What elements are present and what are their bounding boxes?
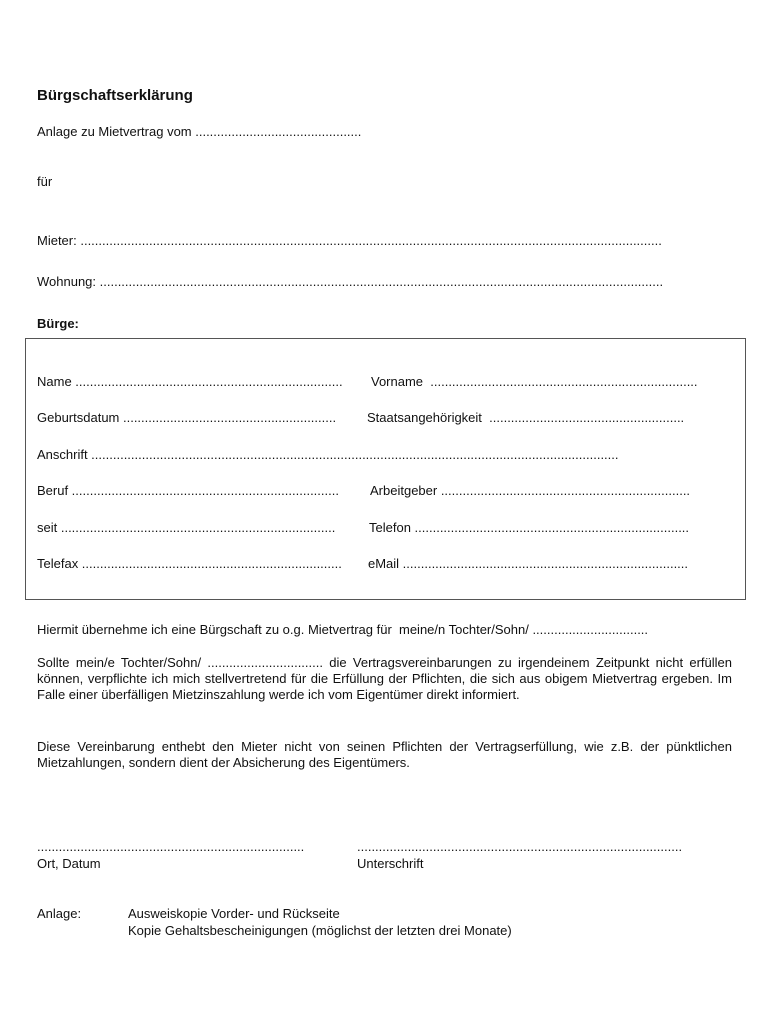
geburtsdatum-field: Geburtsdatum ...........................................................	[37, 410, 337, 425]
ort-datum-label: Ort, Datum	[37, 856, 101, 871]
statement-line: Hiermit übernehme ich eine Bürgschaft zu o.g. Mietvertrag für meine/n Tochter/Sohn/ ................................	[37, 622, 649, 637]
mietvertrag-date-line: Anlage zu Mietvertrag vom ..............................................	[37, 124, 362, 139]
document-title: Bürgschaftserklärung	[37, 87, 193, 104]
mieter-field: Mieter: .................................................................................................................................................................	[37, 233, 662, 248]
attachment-item: Ausweiskopie Vorder- und Rückseite	[128, 906, 340, 921]
beruf-field: Beruf ..........................................................................	[37, 483, 339, 498]
email-field: eMail ...............................................................................	[368, 556, 689, 571]
staatsangehoerigkeit-field: Staatsangehörigkeit ......................................................	[367, 410, 685, 425]
telefax-field: Telefax ........................................................................	[37, 556, 342, 571]
seit-field: seit ............................................................................	[37, 520, 336, 535]
obligation-paragraph: Sollte mein/e Tochter/Sohn/ ................................ die Vertragsvereinbarungen zu irgendeinem Zeitpunkt nicht erfüllen können, verpflichte ich mich stellvertretend für die Erfüllung der Pflichten, die sich aus obigem Mietvertrag ergeben. Im Falle einer überfälligen Mietzinszahlung werde ich vom Eigentümer direkt informiert.	[37, 655, 732, 702]
anschrift-field: Anschrift ..................................................................................................................................................	[37, 447, 619, 462]
signature-line: ..........................................................................................	[357, 839, 683, 854]
wohnung-field: Wohnung: ............................................................................................................................................................	[37, 274, 664, 289]
fuer-label: für	[37, 174, 53, 189]
attachment-item: Kopie Gehaltsbescheinigungen (möglichst der letzten drei Monate)	[128, 923, 512, 938]
anlage-label: Anlage:	[37, 906, 82, 921]
buerge-heading: Bürge:	[37, 316, 79, 331]
agreement-paragraph: Diese Vereinbarung enthebt den Mieter nicht von seinen Pflichten der Vertragserfüllung, wie z.B. der pünktlichen Mietzahlungen, sondern dient der Absicherung des Eigentümers.	[37, 739, 732, 770]
vorname-field: Vorname ..........................................................................	[371, 374, 698, 389]
signature-label: Unterschrift	[357, 856, 424, 871]
arbeitgeber-field: Arbeitgeber .....................................................................	[370, 483, 691, 498]
telefon-field: Telefon ............................................................................	[369, 520, 690, 535]
ort-datum-line: ..........................................................................	[37, 839, 305, 854]
name-field: Name ..........................................................................	[37, 374, 343, 389]
